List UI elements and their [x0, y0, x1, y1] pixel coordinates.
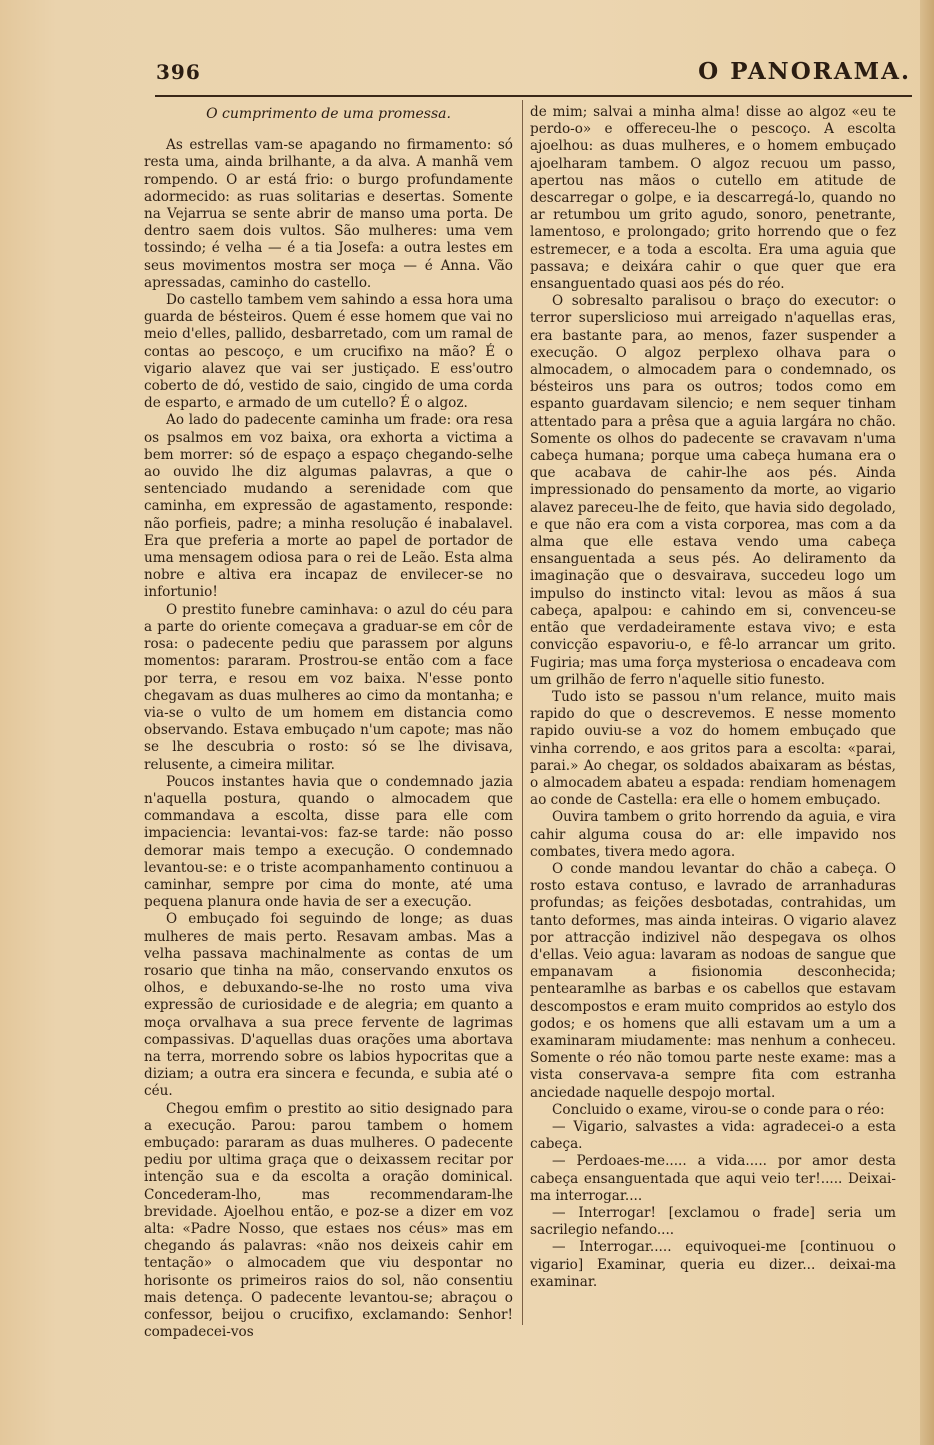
paragraph: — Interrogar! [exclamou o frade] seria um sacrilegio nefando....	[530, 1205, 896, 1239]
page-edge	[920, 0, 934, 1445]
paragraph: — Vigario, salvastes a vida: agradecei-o a esta cabeça.	[530, 1118, 896, 1153]
paragraph: Poucos instantes havia que o condemnado jazia n'aquella postura, quando o almocadem que commandava a escolta, disse para elle com impaciencia: levantai-vos: faz-se tarde: não posso demorar mais tempo a execução. O condemnado levantou-se: e o triste acompanhamento continuou a caminhar, sempre por cima do monte, até uma pequena planura onde havia de ser a execução.	[144, 773, 513, 911]
page-header	[156, 60, 911, 92]
paragraph: de mim; salvai a minha alma! disse ao algoz «eu te perdo-o» e offereceu-lhe o pescoço. A escolta ajoelhou: as duas mulheres, e o homem embuçado ajoelharam tambem. O algoz recuou um passo, apertou nas mãos o cutello em atitude de descarregar o golpe, e ia descarregá-lo, quando no ar retumbou um grito agudo, sonoro, penetrante, lamentoso, e prolongado; grito horrendo que o fez estremecer, e a toda a escolta. Era uma aguia que passava; e deixára cahir o que quer que era ensanguentado quasi aos pés do réo.	[530, 104, 896, 293]
paragraph: Do castello tambem vem sahindo a essa hora uma guarda de bésteiros. Quem é esse homem que vai no meio d'elles, pallido, desbarretado, com um ramal de contas ao pescoço, e um crucifixo na mão? É o vigario alavez que vai ser justiçado. E ess'outro coberto de dó, vestido de saio, cingido de uma corda de esparto, e armado de um cutello? É o algoz.	[144, 292, 513, 412]
right-column	[530, 104, 896, 1291]
paragraph: Ao lado do padecente caminha um frade: ora resa os psalmos em voz baixa, ora exhorta a victima a bem morrer: só de espaço a espaço chegando-selhe ao ouvido lhe diz algumas palavras, a que o sentenciado mudando a serenidade com que caminha, em expressão de agastamento, responde: não porfieis, padre; a minha resolução é inabalavel. Era que preferia a morte ao papel de portador de uma mensagem odiosa para o rei de Leão. Esta alma nobre e altiva era incapaz de envilecer-se no infortunio!	[144, 412, 513, 601]
left-column	[144, 104, 513, 1341]
paragraph: Chegou emfim o prestito ao sitio designado para a execução. Parou: parou tambem o homem embuçado: pararam as duas mulheres. O padecente pediu por ultima graça que o deixassem recitar por intenção sua e da escolta a oração dominical. Concederam-lho, mas recommendaram-lhe brevidade. Ajoelhou então, e poz-se a dizer em voz alta: «Padre Nosso, que estaes nos céus» mas em chegando ás palavras: «não nos deixeis cahir em tentação» o almocadem que viu despontar no horisonte os primeiros raios do sol, não consentiu mais detença. O padecente levantou-se; abraçou o confessor, beijou o crucifixo, exclamando: Senhor! compadecei-vos	[144, 1100, 513, 1341]
paragraph: O embuçado foi seguindo de longe; as duas mulheres de mais perto. Resavam ambas. Mas a velha passava machinalmente as contas de um rosario que tinha na mão, conservando enxutos os olhos, e debuxando-se-lhe no rosto uma viva expressão de curiosidade e de alegria; em quanto a moça orvalhava a sua prece fervente de lagrimas compassivas. D'aquellas duas orações uma abortava na terra, morrendo sobre os labios hypocritas que a diziam; a outra era sincera e fecunda, e subia até o céu.	[144, 911, 513, 1100]
paragraph: As estrellas vam-se apagando no firmamento: só resta uma, ainda brilhante, a da alva. A manhã vem rompendo. O ar está frio: o burgo profundamente adormecido: as ruas solitarias e desertas. Somente na Vejarrua se sente abrir de manso uma porta. De dentro saem dois vultos. São mulheres: uma vem tossindo; é velha — é a tia Josefa: a outra lestes em seus movimentos mostra ser moça — é Anna. Vão apressadas, caminho do castello.	[144, 137, 513, 291]
paragraph: Concluido o exame, virou-se o conde para o réo:	[552, 1101, 885, 1118]
paragraph: Ouvira tambem o grito horrendo da aguia, e vira cahir alguma cousa do ar: elle impavido nos combates, tivera medo agora.	[530, 809, 896, 860]
paragraph: — Interrogar..... equivoquei-me [continuou o vigario] Examinar, queria eu dizer... deixai-ma examinar.	[530, 1239, 896, 1290]
paragraph: O sobresalto paralisou o braço do executor: o terror superslicioso mui arreigado n'aquellas eras, era bastante para, ao menos, fazer suspender a execução. O algoz perplexo olhava para o almocadem, o almocadem para o condemnado, os bésteiros uns para os outros; todos como em espanto guardavam silencio; e nem sequer tinham attentado para a prêsa que a aguia largára no chão. Somente os olhos do padecente se cravavam n'uma cabeça humana; porque uma cabeça humana era o que acabava de cahir-lhe aos pés. Ainda impressionado do pensamento da morte, ao vigario alavez pareceu-lhe de feito, que havia sido degolado, e que não era com a vista corporea, mas com a da alma que elle estava vendo uma cabeça ensanguentada a seus pés. Ao deliramento da imaginação que o desvairava, succedeu logo um impulso do instincto vital: levou as mãos á sua cabeça, apalpou: e cahindo em si, convenceu-se então que verdadeiramente estava vivo; e esta convicção espavoriu-o, e fê-lo arrancar um grito. Fugiria; mas uma força mysteriosa o encadeava com um grilhão de ferro n'aquelle sitio funesto.	[530, 293, 896, 688]
paragraph: O prestito funebre caminhava: o azul do céu para a parte do oriente começava a graduar-se em côr de rosa: o padecente pediu que parassem por alguns momentos: pararam. Prostrou-se então com a face por terra, e resou em voz baixa. N'esse ponto chegavam as duas mulheres ao cimo da montanha; e via-se o vulto de um homem em distancia como observando. Estava embuçado n'um capote; mas não se lhe descubria o rosto: só se lhe divisava, relusente, a cimeira militar.	[144, 601, 513, 773]
column-divider	[522, 100, 523, 1325]
paragraph: Tudo isto se passou n'um relance, muito mais rapido do que o descrevemos. E nesse momento rapido ouviu-se a voz do homem embuçado que vinha correndo, e aos gritos para a escolta: «parai, parai.» Ao chegar, os soldados abaixaram as béstas, o almocadem abateu a espada: rendiam homenagem ao conde de Castella: era elle o homem embuçado.	[530, 688, 896, 809]
paragraph: — Perdoaes-me..... a vida..... por amor desta cabeça ensanguentada que aqui veio ter!..... Deixai-ma interrogar....	[530, 1153, 896, 1204]
page-number: 396	[156, 60, 201, 84]
paragraph: O conde mandou levantar do chão a cabeça. O rosto estava contuso, e lavrado de arranhaduras profundas; as feições desbotadas, contrahidas, um tanto deformes, mas ainda inteiras. O vigario alavez por attracção indizivel não despegava os olhos d'ellas. Veio agua: lavaram as nodoas de sangue que empanavam a fisionomia desconhecida; pentearamlhe as barbas e os cabellos que estavam descompostos e eram muito compridos ao estylo dos godos; e os homens que alli estavam um a um a examinaram miudamente: mas nenhum a conheceu. Somente o réo não tomou parte neste exame: mas a vista conservava-a sempre fita com estranha anciedade naquelle despojo mortal.	[530, 860, 896, 1101]
journal-title: O PANORAMA.	[698, 58, 911, 85]
header-rule	[155, 95, 912, 97]
article-title: O cumprimento de uma promessa.	[206, 106, 451, 122]
